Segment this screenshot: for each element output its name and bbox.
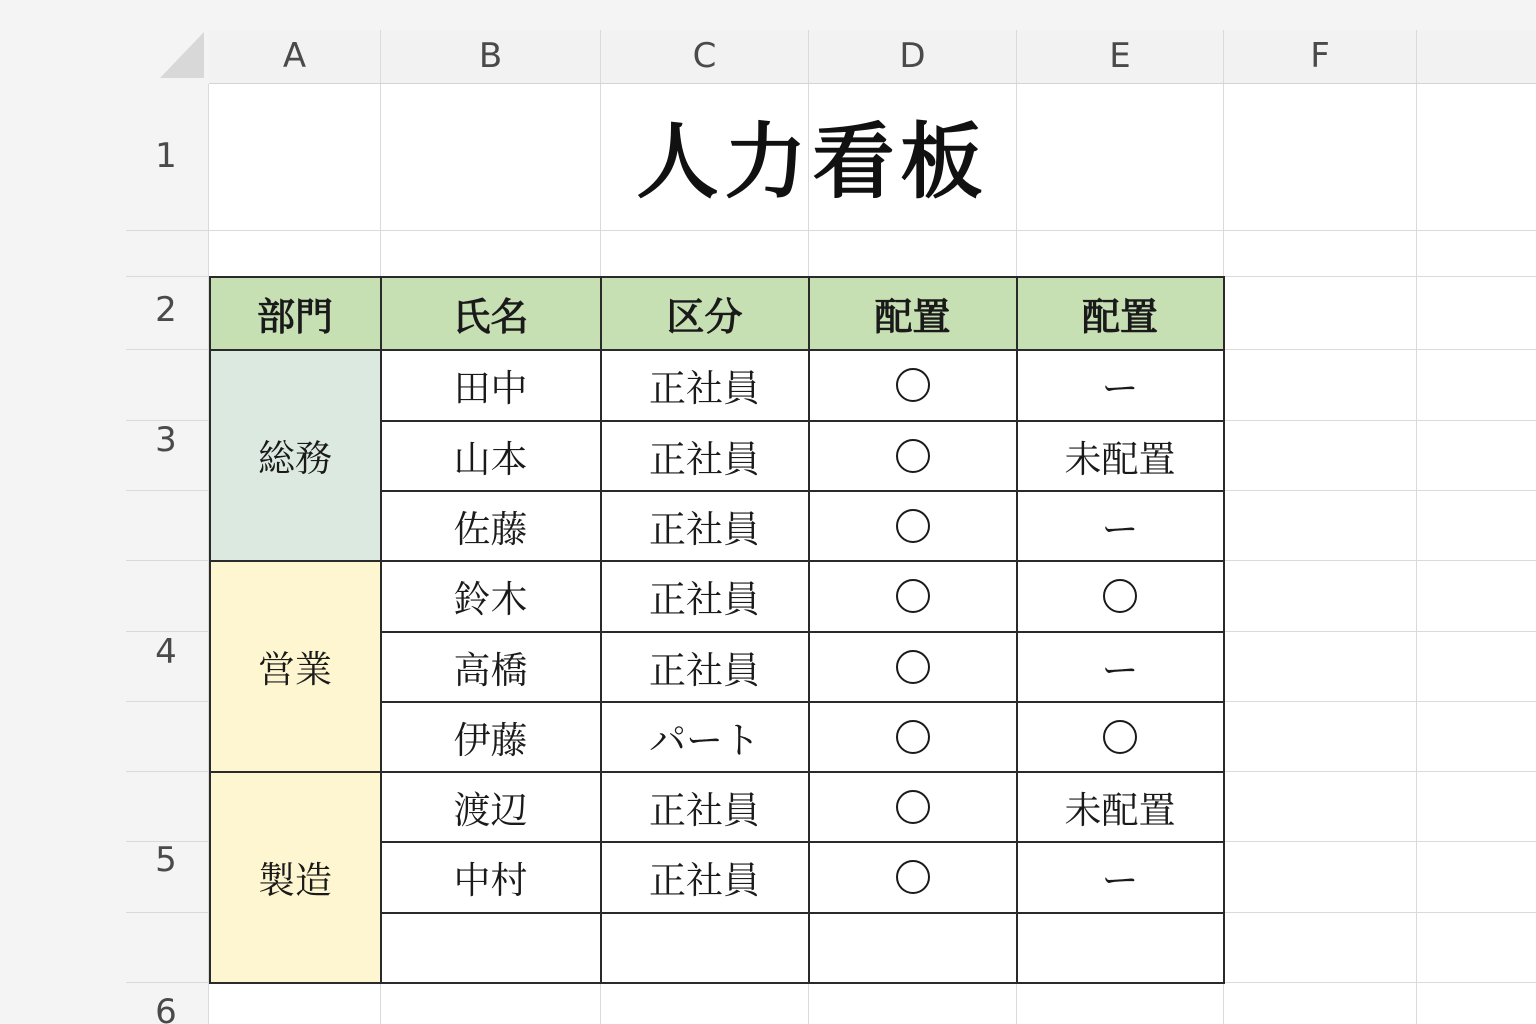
type-value: 正社員 <box>649 367 760 410</box>
table-border-line <box>600 276 602 984</box>
table-border-line <box>380 701 1225 703</box>
column-header-e[interactable]: E <box>1017 30 1224 83</box>
assign-2-cell[interactable] <box>1017 350 1223 420</box>
column-header-b[interactable]: B <box>381 30 601 83</box>
table-border-line <box>1223 276 1225 984</box>
circle-mark-icon <box>1103 579 1137 613</box>
table-border-line <box>808 276 810 984</box>
assign-2-cell[interactable] <box>1017 491 1223 560</box>
name-value: 山本 <box>453 437 528 481</box>
assign-2-value: 未配置 <box>1064 788 1176 832</box>
department-cell-eigyo[interactable]: 営業 <box>210 561 380 771</box>
circle-mark-icon <box>896 860 930 894</box>
circle-mark-icon <box>896 790 930 824</box>
table-border-line <box>380 631 1225 633</box>
column-header-a[interactable]: A <box>209 30 381 83</box>
name-cell[interactable] <box>381 491 600 560</box>
assign-2-value: 未配置 <box>1064 437 1176 481</box>
column-header-f[interactable]: F <box>1224 30 1417 83</box>
table-border-line <box>209 349 1225 351</box>
type-value: 正社員 <box>649 788 760 832</box>
assign-1-cell[interactable] <box>809 702 1016 771</box>
assign-2-cell[interactable] <box>1017 561 1223 631</box>
type-cell[interactable] <box>601 561 808 631</box>
table-border-line <box>380 841 1225 843</box>
type-cell[interactable] <box>601 421 808 490</box>
type-value: 正社員 <box>649 648 760 692</box>
table-border-line <box>1016 276 1018 984</box>
row-header-3[interactable]: 3 <box>155 420 177 460</box>
assign-1-cell[interactable] <box>809 632 1016 701</box>
type-value: 正社員 <box>649 578 760 621</box>
assign-2-cell[interactable] <box>1017 421 1223 490</box>
table-border-line <box>380 420 1225 422</box>
assign-2-value: ー <box>1101 507 1139 551</box>
name-cell[interactable] <box>381 632 600 701</box>
column-header-c[interactable]: C <box>601 30 809 83</box>
row-header-4[interactable]: 4 <box>155 632 177 672</box>
type-cell[interactable] <box>601 632 808 701</box>
table-border-line <box>209 276 211 984</box>
row-header-1[interactable]: 1 <box>155 136 177 176</box>
circle-mark-icon <box>896 720 930 754</box>
type-value: 正社員 <box>649 507 760 551</box>
row-header-2[interactable]: 2 <box>155 290 177 330</box>
type-cell[interactable] <box>601 350 808 420</box>
type-cell[interactable] <box>601 491 808 560</box>
assign-2-cell[interactable] <box>1017 772 1223 841</box>
table-border-line <box>380 912 1225 914</box>
name-value: 高橋 <box>453 648 528 692</box>
circle-mark-icon <box>1103 720 1137 754</box>
header-cell-name[interactable]: 氏名 <box>381 277 600 349</box>
department-cell-soumu[interactable]: 総務 <box>210 350 380 560</box>
assign-1-cell[interactable] <box>809 772 1016 841</box>
assign-1-cell[interactable] <box>809 913 1016 982</box>
header-cell-assign-1[interactable]: 配置 <box>809 277 1016 349</box>
gridline <box>1416 84 1417 1024</box>
name-cell[interactable] <box>381 421 600 490</box>
column-header-d[interactable]: D <box>809 30 1017 83</box>
table-border-line <box>209 560 1225 562</box>
assign-2-cell[interactable] <box>1017 702 1223 771</box>
name-value: 伊藤 <box>453 718 528 762</box>
assign-2-value: ー <box>1101 367 1139 410</box>
row-header-5[interactable]: 5 <box>155 840 177 880</box>
type-value: 正社員 <box>649 437 760 481</box>
circle-mark-icon <box>896 509 930 543</box>
table-border-line <box>209 982 1225 984</box>
assign-2-value: ー <box>1101 859 1139 902</box>
circle-mark-icon <box>896 650 930 684</box>
header-cell-department[interactable]: 部門 <box>210 277 380 349</box>
select-all-corner[interactable] <box>160 32 204 78</box>
sheet-title[interactable]: 人力看板 <box>636 115 989 210</box>
type-cell[interactable] <box>601 702 808 771</box>
header-cell-type[interactable]: 区分 <box>601 277 808 349</box>
assign-1-cell[interactable] <box>809 421 1016 490</box>
header-cell-assign-2[interactable]: 配置 <box>1017 277 1223 349</box>
circle-mark-icon <box>896 439 930 473</box>
type-value: パート <box>649 718 760 762</box>
table-border-line <box>209 276 1225 278</box>
type-cell[interactable] <box>601 842 808 912</box>
assign-1-cell[interactable] <box>809 561 1016 631</box>
table-border-line <box>380 276 382 984</box>
name-cell[interactable] <box>381 350 600 420</box>
circle-mark-icon <box>896 368 930 402</box>
row-header-6[interactable]: 6 <box>155 992 177 1024</box>
assign-1-cell[interactable] <box>809 350 1016 420</box>
name-cell[interactable] <box>381 561 600 631</box>
name-value: 中村 <box>453 859 528 902</box>
name-cell[interactable] <box>381 913 600 982</box>
type-cell[interactable] <box>601 772 808 841</box>
name-cell[interactable] <box>381 842 600 912</box>
assign-1-cell[interactable] <box>809 491 1016 560</box>
name-value: 渡辺 <box>453 788 528 832</box>
name-value: 田中 <box>453 367 528 410</box>
department-cell-seizo[interactable]: 製造 <box>210 772 380 982</box>
name-cell[interactable] <box>381 772 600 841</box>
name-value: 佐藤 <box>453 507 528 551</box>
assign-2-value: ー <box>1101 648 1139 692</box>
table-border-line <box>380 490 1225 492</box>
assign-2-cell[interactable] <box>1017 913 1223 982</box>
table-border-line <box>209 771 1225 773</box>
type-cell[interactable] <box>601 913 808 982</box>
name-cell[interactable] <box>381 702 600 771</box>
circle-mark-icon <box>896 579 930 613</box>
assign-2-cell[interactable] <box>1017 632 1223 701</box>
assign-2-cell[interactable] <box>1017 842 1223 912</box>
type-value: 正社員 <box>649 859 760 902</box>
gridline <box>126 230 1536 231</box>
assign-1-cell[interactable] <box>809 842 1016 912</box>
name-value: 鈴木 <box>453 578 528 621</box>
